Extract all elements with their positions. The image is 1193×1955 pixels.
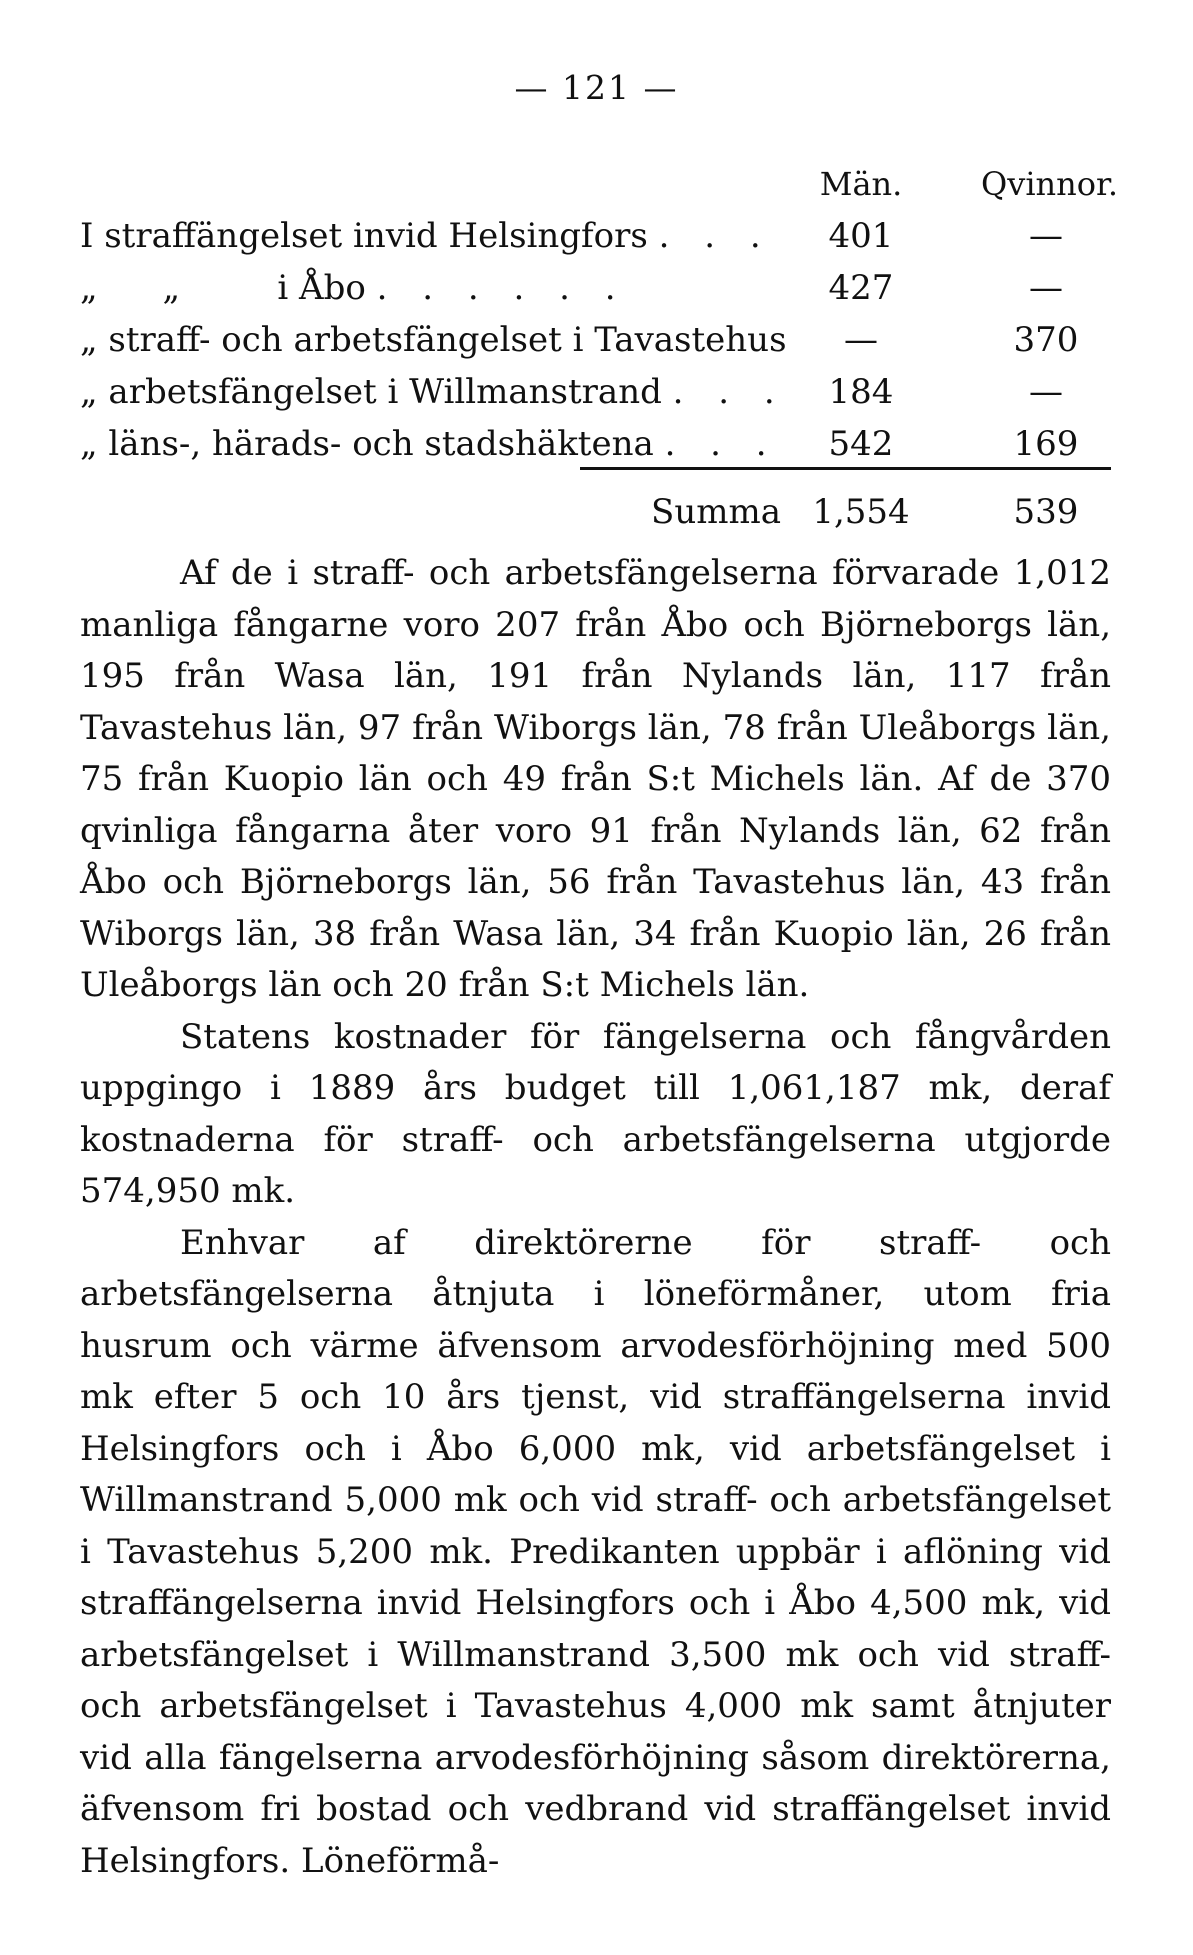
column-header-men: Män. <box>819 165 903 203</box>
row-label: „ straff- och arbetsfängelset i Tavastehus <box>80 320 787 360</box>
paragraph: Af de i straff- och arbetsfängelserna förvarade 1,012 manliga fångarne voro 207 från Åbo och Björneborgs län, 195 från Wasa län, 191 från Nylands län, 117 från Tavastehus län, 97 från Wiborgs län, 78 från Uleåborgs län, 75 från Kuopio län och 49 från S:t Michels län. Af de 370 qvinliga fångarna åter voro 91 från Nylands län, 62 från Åbo och Björneborgs län, 56 från Tavastehus län, 43 från Wiborgs län, 38 från Wasa län, 34 från Kuopio län, 26 från Uleåborgs län och 20 från S:t Michels län. <box>80 553 1111 1005</box>
men-count: 542 <box>828 424 894 464</box>
row-label: „ „ i Åbo <box>80 268 366 308</box>
sum-women: 539 <box>1013 492 1079 532</box>
sum-label: Summa <box>651 492 781 532</box>
women-count: — <box>1029 268 1063 308</box>
men-count: 427 <box>828 268 894 308</box>
table-header <box>80 158 1118 210</box>
table-row <box>80 314 1111 366</box>
women-count: — <box>1029 216 1063 256</box>
women-count: 169 <box>1013 424 1079 464</box>
paragraph: Statens kostnader för fängelserna och fångvården uppgingo i 1889 års budget till 1,061,187 mk, deraf kostnaderna för straff- och arbetsfängelserna utgjorde 574,950 mk. <box>80 1016 1111 1211</box>
leader-dots: . . . . . . <box>376 268 628 308</box>
row-label: „ läns-, härads- och stadshäktena <box>80 424 654 464</box>
row-label: „ arbetsfängelset i Willmanstrand <box>80 372 662 412</box>
men-count: 401 <box>828 216 894 256</box>
body-text <box>80 548 1111 1887</box>
prisoner-table <box>80 158 1118 538</box>
row-label: I straffängelset invid Helsingfors <box>80 216 648 256</box>
women-count: — <box>1029 372 1063 412</box>
sum-row <box>80 486 1111 538</box>
paragraph: Enhvar af direktörerne för straff- och arbetsfängelserna åtnjuta i löneförmåner, utom fria husrum och värme äfvensom arvodesförhöjning med 500 mk efter 5 och 10 års tjenst, vid straffängelserna invid Helsingfors och i Åbo 6,000 mk, vid arbetsfängelset i Willmanstrand 5,000 mk och vid straff- och arbetsfängelset i Tavastehus 5,200 mk. Predikanten uppbär i aflöning vid straffängelserna invid Helsingfors och i Åbo 4,500 mk, vid arbetsfängelset i Willmanstrand 3,500 mk och vid straff- och arbetsfängelset i Tavastehus 4,000 mk samt åtnjuter vid alla fängelserna arvodesförhöjning såsom direktörerna, äfvensom fri bostad och vedbrand vid straffängelset invid Helsingfors. Löneförmå- <box>80 1222 1111 1881</box>
leader-dots: . . . <box>672 372 787 412</box>
men-count: — <box>844 320 878 360</box>
sum-rule <box>580 467 1111 470</box>
table-row <box>80 262 1111 314</box>
leader-dots: . . . <box>658 216 773 256</box>
page-number: — 121 — <box>514 68 679 107</box>
table-row <box>80 418 1111 470</box>
table-row <box>80 366 1111 418</box>
women-count: 370 <box>1013 320 1079 360</box>
sum-men: 1,554 <box>812 492 910 532</box>
men-count: 184 <box>828 372 894 412</box>
leader-dots: . . . <box>664 424 779 464</box>
table-row <box>80 210 1111 262</box>
column-header-women: Qvinnor. <box>981 165 1118 203</box>
